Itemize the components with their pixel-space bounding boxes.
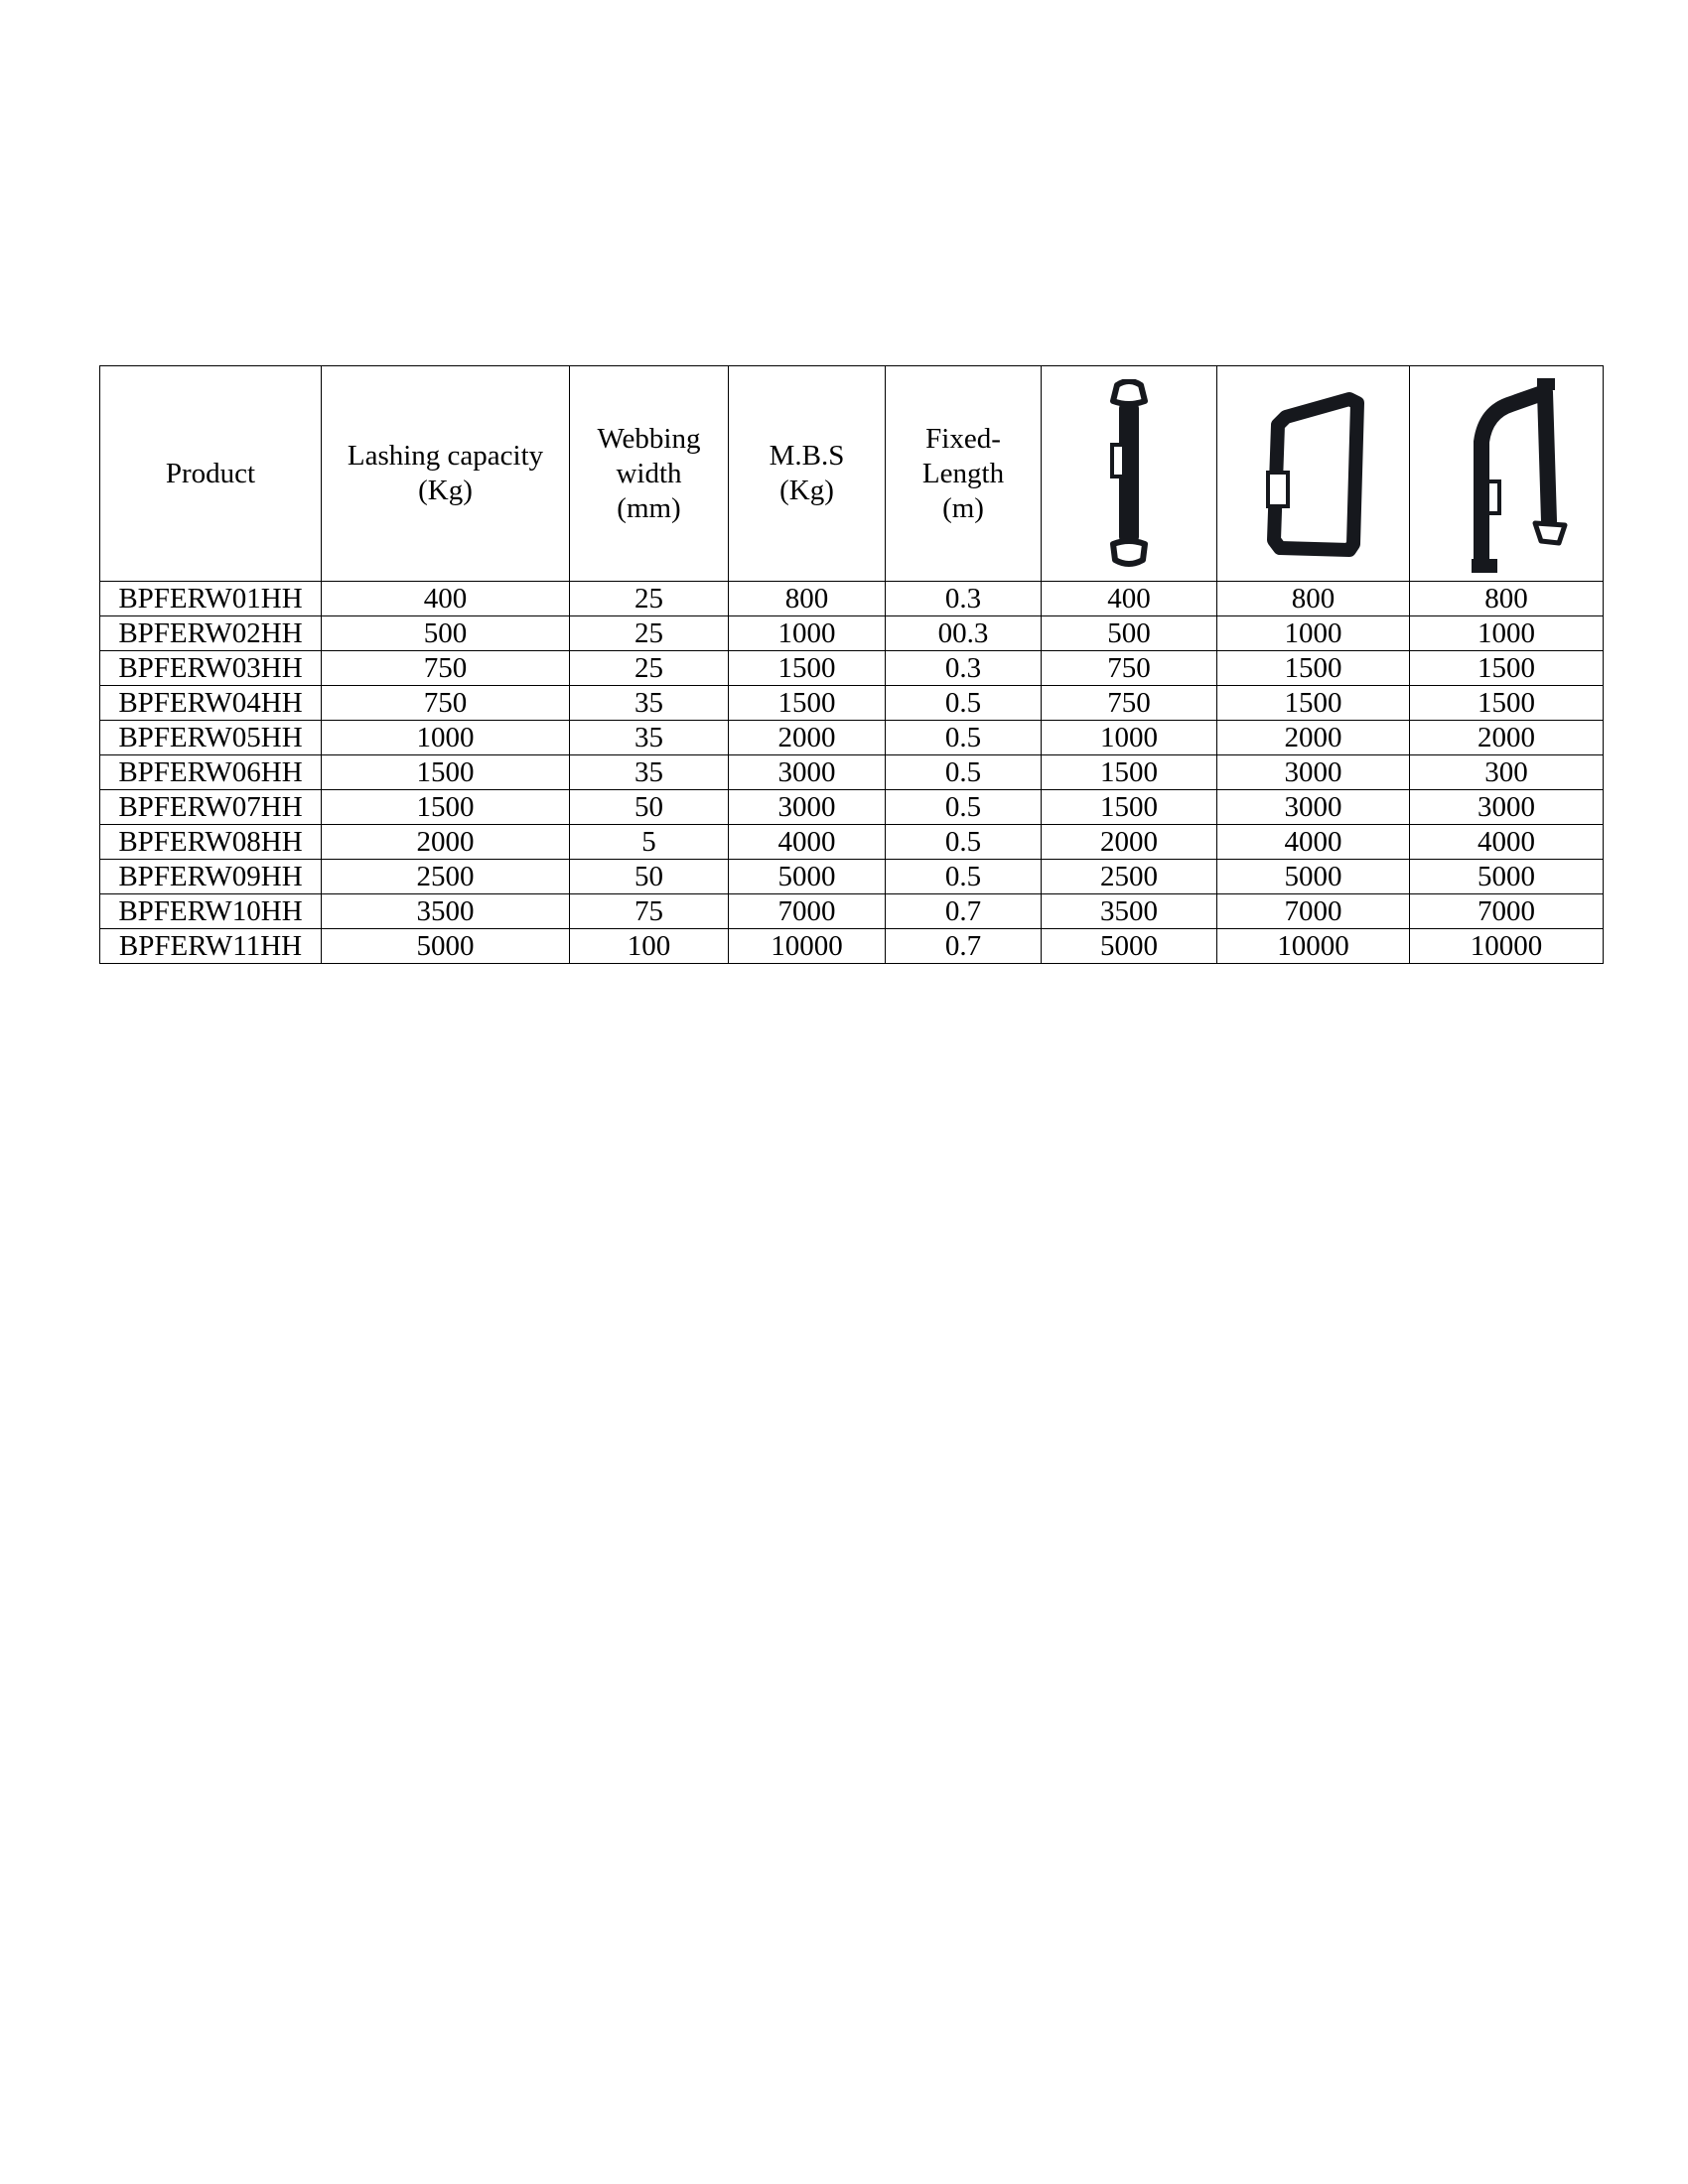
cell-webbing-width: 50 bbox=[570, 860, 729, 894]
cell-fixed-length: 0.5 bbox=[886, 755, 1042, 790]
cell-fixed-length: 0.5 bbox=[886, 686, 1042, 721]
cell-webbing-width: 25 bbox=[570, 582, 729, 616]
cell-product-code: BPFERW07HH bbox=[100, 790, 322, 825]
cell-mbs: 10000 bbox=[729, 929, 886, 964]
cell-straight-strap-value: 2500 bbox=[1042, 860, 1217, 894]
cell-lashing-capacity: 750 bbox=[322, 686, 570, 721]
cell-webbing-width: 25 bbox=[570, 616, 729, 651]
table-body bbox=[100, 582, 1604, 964]
cell-webbing-width: 50 bbox=[570, 790, 729, 825]
cell-loop-strap-value: 800 bbox=[1217, 582, 1410, 616]
cell-straight-strap-value: 5000 bbox=[1042, 929, 1217, 964]
cell-lashing-capacity: 400 bbox=[322, 582, 570, 616]
cell-fixed-length: 0.5 bbox=[886, 860, 1042, 894]
cell-u-strap-value: 1500 bbox=[1410, 686, 1604, 721]
table-row bbox=[100, 582, 1604, 616]
cell-straight-strap-value: 2000 bbox=[1042, 825, 1217, 860]
cell-fixed-length: 0.5 bbox=[886, 790, 1042, 825]
cell-product-code: BPFERW08HH bbox=[100, 825, 322, 860]
cell-mbs: 1500 bbox=[729, 686, 886, 721]
cell-loop-strap-value: 10000 bbox=[1217, 929, 1410, 964]
cell-loop-strap-value: 1500 bbox=[1217, 651, 1410, 686]
cell-straight-strap-value: 1500 bbox=[1042, 790, 1217, 825]
table-row bbox=[100, 860, 1604, 894]
cell-u-strap-value: 7000 bbox=[1410, 894, 1604, 929]
cell-product-code: BPFERW06HH bbox=[100, 755, 322, 790]
cell-product-code: BPFERW11HH bbox=[100, 929, 322, 964]
cell-straight-strap-value: 3500 bbox=[1042, 894, 1217, 929]
header-u-strap-image bbox=[1410, 366, 1604, 582]
cell-webbing-width: 75 bbox=[570, 894, 729, 929]
cell-u-strap-value: 1500 bbox=[1410, 651, 1604, 686]
table-row bbox=[100, 790, 1604, 825]
cell-lashing-capacity: 500 bbox=[322, 616, 570, 651]
table-row bbox=[100, 686, 1604, 721]
header-lashing-capacity: Lashing capacity (Kg) bbox=[322, 366, 570, 582]
cell-lashing-capacity: 5000 bbox=[322, 929, 570, 964]
cell-webbing-width: 100 bbox=[570, 929, 729, 964]
cell-u-strap-value: 800 bbox=[1410, 582, 1604, 616]
cell-fixed-length: 0.3 bbox=[886, 651, 1042, 686]
cell-lashing-capacity: 3500 bbox=[322, 894, 570, 929]
cell-webbing-width: 35 bbox=[570, 755, 729, 790]
cell-mbs: 800 bbox=[729, 582, 886, 616]
cell-product-code: BPFERW01HH bbox=[100, 582, 322, 616]
cell-mbs: 7000 bbox=[729, 894, 886, 929]
cell-fixed-length: 00.3 bbox=[886, 616, 1042, 651]
cell-mbs: 4000 bbox=[729, 825, 886, 860]
cell-fixed-length: 0.5 bbox=[886, 825, 1042, 860]
cell-product-code: BPFERW10HH bbox=[100, 894, 322, 929]
cell-u-strap-value: 300 bbox=[1410, 755, 1604, 790]
cell-straight-strap-value: 750 bbox=[1042, 686, 1217, 721]
table-row bbox=[100, 616, 1604, 651]
cell-loop-strap-value: 5000 bbox=[1217, 860, 1410, 894]
cell-lashing-capacity: 2500 bbox=[322, 860, 570, 894]
cell-loop-strap-value: 3000 bbox=[1217, 755, 1410, 790]
table-row bbox=[100, 929, 1604, 964]
header-webbing-width: Webbing width (mm) bbox=[570, 366, 729, 582]
cell-straight-strap-value: 750 bbox=[1042, 651, 1217, 686]
table-row bbox=[100, 894, 1604, 929]
product-spec-table bbox=[99, 365, 1604, 964]
u-strap-icon bbox=[1442, 372, 1571, 576]
cell-straight-strap-value: 500 bbox=[1042, 616, 1217, 651]
cell-mbs: 2000 bbox=[729, 721, 886, 755]
cell-loop-strap-value: 3000 bbox=[1217, 790, 1410, 825]
cell-loop-strap-value: 2000 bbox=[1217, 721, 1410, 755]
cell-lashing-capacity: 1500 bbox=[322, 755, 570, 790]
cell-straight-strap-value: 1500 bbox=[1042, 755, 1217, 790]
cell-loop-strap-value: 1500 bbox=[1217, 686, 1410, 721]
header-row bbox=[100, 366, 1604, 582]
header-straight-strap-image bbox=[1042, 366, 1217, 582]
cell-u-strap-value: 10000 bbox=[1410, 929, 1604, 964]
cell-product-code: BPFERW02HH bbox=[100, 616, 322, 651]
table-row bbox=[100, 825, 1604, 860]
cell-straight-strap-value: 1000 bbox=[1042, 721, 1217, 755]
cell-u-strap-value: 5000 bbox=[1410, 860, 1604, 894]
cell-straight-strap-value: 400 bbox=[1042, 582, 1217, 616]
cell-loop-strap-value: 4000 bbox=[1217, 825, 1410, 860]
cell-mbs: 3000 bbox=[729, 790, 886, 825]
cell-u-strap-value: 1000 bbox=[1410, 616, 1604, 651]
cell-webbing-width: 35 bbox=[570, 721, 729, 755]
cell-product-code: BPFERW04HH bbox=[100, 686, 322, 721]
header-loop-strap-image bbox=[1217, 366, 1410, 582]
cell-mbs: 1000 bbox=[729, 616, 886, 651]
cell-product-code: BPFERW05HH bbox=[100, 721, 322, 755]
cell-fixed-length: 0.7 bbox=[886, 894, 1042, 929]
cell-loop-strap-value: 7000 bbox=[1217, 894, 1410, 929]
cell-lashing-capacity: 1000 bbox=[322, 721, 570, 755]
cell-product-code: BPFERW03HH bbox=[100, 651, 322, 686]
cell-lashing-capacity: 1500 bbox=[322, 790, 570, 825]
header-fixed-length: Fixed- Length (m) bbox=[886, 366, 1042, 582]
cell-mbs: 3000 bbox=[729, 755, 886, 790]
cell-product-code: BPFERW09HH bbox=[100, 860, 322, 894]
cell-loop-strap-value: 1000 bbox=[1217, 616, 1410, 651]
cell-webbing-width: 35 bbox=[570, 686, 729, 721]
cell-lashing-capacity: 2000 bbox=[322, 825, 570, 860]
straight-strap-icon bbox=[1099, 379, 1159, 568]
cell-u-strap-value: 4000 bbox=[1410, 825, 1604, 860]
header-mbs: M.B.S (Kg) bbox=[729, 366, 886, 582]
cell-u-strap-value: 3000 bbox=[1410, 790, 1604, 825]
cell-mbs: 1500 bbox=[729, 651, 886, 686]
header-product: Product bbox=[100, 366, 322, 582]
cell-mbs: 5000 bbox=[729, 860, 886, 894]
cell-fixed-length: 0.7 bbox=[886, 929, 1042, 964]
loop-strap-icon bbox=[1254, 389, 1373, 558]
cell-fixed-length: 0.3 bbox=[886, 582, 1042, 616]
cell-webbing-width: 25 bbox=[570, 651, 729, 686]
cell-webbing-width: 5 bbox=[570, 825, 729, 860]
cell-fixed-length: 0.5 bbox=[886, 721, 1042, 755]
table-row bbox=[100, 651, 1604, 686]
cell-u-strap-value: 2000 bbox=[1410, 721, 1604, 755]
cell-lashing-capacity: 750 bbox=[322, 651, 570, 686]
table-row bbox=[100, 721, 1604, 755]
table-row bbox=[100, 755, 1604, 790]
